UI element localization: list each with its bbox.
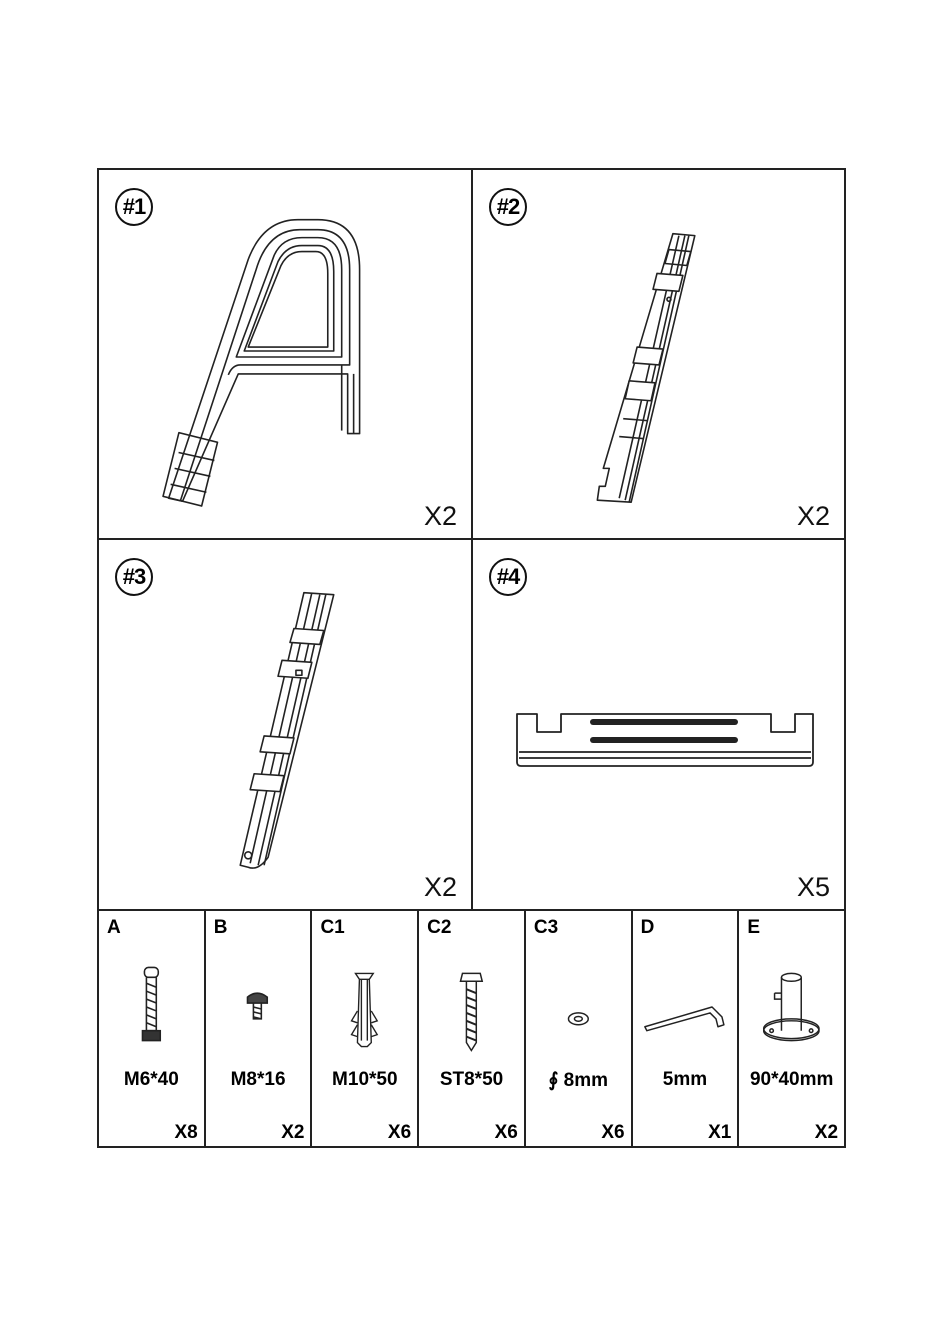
hardware-quantity: X6	[387, 1122, 412, 1143]
hardware-cell-d	[633, 911, 740, 1148]
hardware-quantity: X8	[174, 1122, 198, 1143]
hardware-cell-c1	[312, 911, 419, 1148]
hardware-size: ∮ 8mm	[548, 1070, 608, 1091]
leg-rail-icon	[99, 540, 471, 909]
hardware-cell-e	[739, 911, 844, 1148]
hardware-code: C1	[320, 917, 345, 938]
hardware-quantity: X2	[281, 1122, 305, 1143]
hardware-cell-c3	[526, 911, 633, 1148]
parts-grid	[99, 170, 844, 909]
washer-icon	[526, 951, 631, 1061]
hardware-quantity: X6	[494, 1122, 518, 1143]
floor-flange-icon	[739, 951, 844, 1061]
hardware-code: D	[640, 917, 655, 938]
hardware-quantity: X2	[814, 1122, 839, 1143]
hardware-cell-b	[206, 911, 313, 1148]
part-quantity: X2	[423, 872, 457, 902]
hardware-size: ST8*50	[439, 1069, 504, 1090]
hardware-code: B	[213, 917, 228, 938]
part-panel-2	[473, 170, 844, 540]
hardware-quantity: X6	[601, 1122, 625, 1143]
parts-sheet	[97, 168, 846, 1148]
step-bar-icon	[473, 540, 844, 909]
part-number-badge: #2	[489, 188, 527, 226]
part-panel-1	[99, 170, 473, 540]
hardware-size: M10*50	[332, 1069, 398, 1090]
hardware-size: 90*40mm	[749, 1069, 834, 1090]
a-frame-side-icon	[99, 170, 471, 538]
hardware-quantity: X1	[708, 1122, 732, 1143]
part-panel-4	[473, 540, 844, 909]
part-panel-3	[99, 540, 473, 909]
part-number-badge: #3	[115, 558, 153, 596]
part-number-badge: #1	[115, 188, 153, 226]
hardware-code: E	[747, 917, 760, 938]
wall-anchor-icon	[312, 951, 417, 1061]
part-quantity: X2	[796, 501, 830, 531]
allen-key-icon	[633, 951, 738, 1061]
hardware-row	[99, 909, 844, 1148]
hardware-size: M6*40	[123, 1069, 179, 1090]
hardware-code: C3	[533, 917, 559, 938]
short-screw-icon	[206, 951, 311, 1061]
hardware-size: M8*16	[230, 1069, 286, 1090]
hardware-code: C2	[427, 917, 452, 938]
part-quantity: X2	[423, 501, 457, 531]
ladder-rail-icon	[473, 170, 844, 538]
bolt-nut-icon	[99, 951, 204, 1061]
hardware-size: 5mm	[662, 1069, 708, 1090]
self-tapping-screw-icon	[419, 951, 524, 1061]
part-quantity: X5	[796, 872, 830, 902]
part-number-badge: #4	[489, 558, 527, 596]
hardware-code: A	[107, 917, 121, 938]
hardware-cell-c2	[419, 911, 526, 1148]
hardware-cell-a	[99, 911, 206, 1148]
